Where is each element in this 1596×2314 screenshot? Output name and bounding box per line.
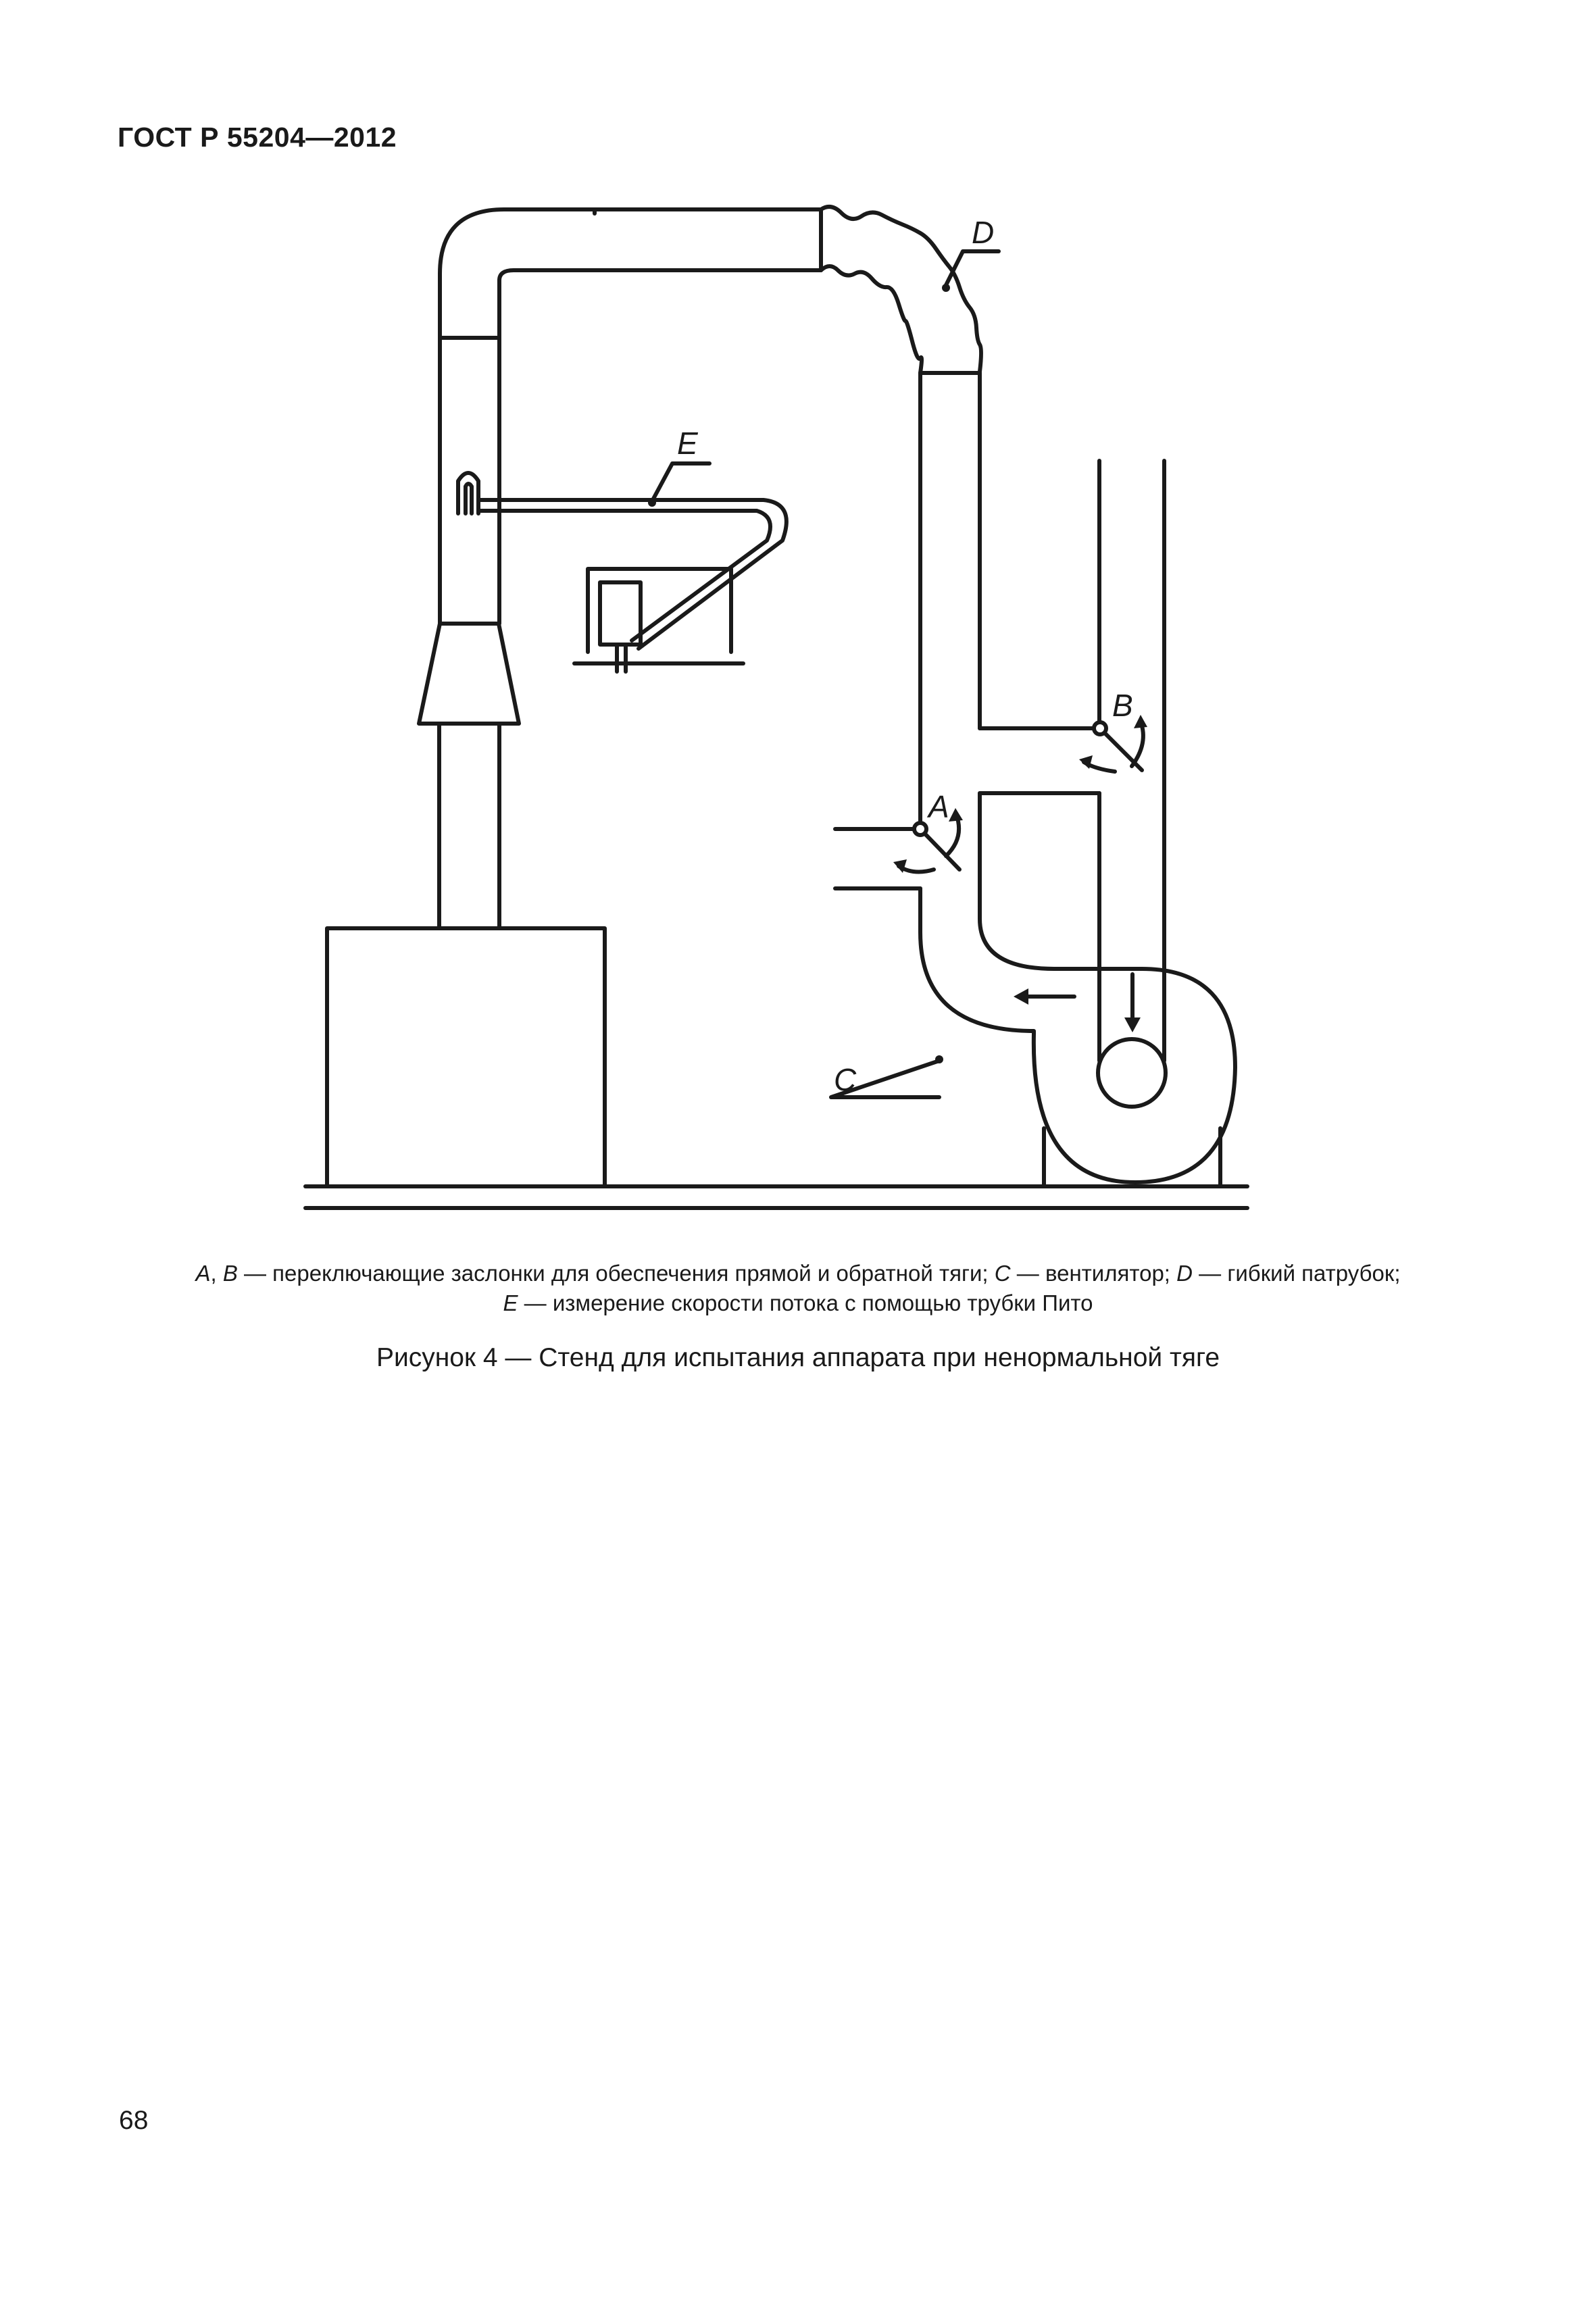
figure-legend-line-2 <box>0 1289 1596 1317</box>
label-c: C <box>834 1062 857 1097</box>
appliance-box <box>327 928 605 1186</box>
flexible-connector-inner <box>821 266 922 373</box>
legend-e-text: — измерение скорости потока с помощью трубки Пито <box>518 1290 1093 1315</box>
top-elbow-inner <box>499 270 821 280</box>
legend-ab-text: — переключающие заслонки для обеспечения прямой и обратной тяги; <box>237 1261 995 1286</box>
flow-arrow-down-head <box>1124 1017 1141 1032</box>
leader-c-dot <box>935 1055 943 1063</box>
damper-b-hinge <box>1094 722 1106 734</box>
leader-d-dot <box>942 284 950 292</box>
figure-legend-line-1 <box>0 1259 1596 1288</box>
flexible-connector-outer <box>821 207 981 372</box>
fan-impeller <box>1098 1039 1166 1107</box>
legend-e: E <box>503 1290 518 1315</box>
damper-a-hinge <box>914 823 926 835</box>
fan-base <box>1044 1128 1220 1186</box>
document-header: ГОСТ Р 55204—2012 <box>118 122 397 153</box>
legend-sep-ab: , <box>210 1261 223 1286</box>
legend-d: D <box>1176 1261 1193 1286</box>
fan-outlet-inner <box>980 888 1099 969</box>
flow-arrow-left-head <box>1014 988 1028 1005</box>
top-elbow-outer <box>440 209 821 274</box>
leader-d <box>946 251 999 285</box>
legend-a: A <box>195 1261 211 1286</box>
figure-caption: Рисунок 4 — Стенд для испытания аппарата при ненормальной тяге <box>376 1343 1220 1372</box>
legend-b: B <box>222 1261 238 1286</box>
legend-d-text: — гибкий патрубок; <box>1193 1261 1401 1286</box>
leader-e-dot <box>648 499 656 507</box>
label-b: B <box>1112 688 1133 723</box>
manometer-gauge <box>600 582 641 645</box>
draft-diverter <box>419 624 519 724</box>
pitot-tube-upper <box>478 500 787 649</box>
legend-c: C <box>994 1261 1011 1286</box>
pitot-tube-lower <box>478 511 770 640</box>
page-number: 68 <box>119 2106 149 2135</box>
leader-e <box>653 463 709 500</box>
pitot-probe <box>458 473 478 513</box>
pitot-probe-inner <box>466 484 472 513</box>
damper-b-arrowhead-up <box>1134 715 1147 728</box>
label-e: E <box>677 426 698 461</box>
fan-outlet-outer <box>920 888 1034 1034</box>
label-a: A <box>928 789 949 824</box>
damper-a-arrowhead-up <box>949 808 963 822</box>
label-d: D <box>972 215 995 250</box>
legend-c-text: — вентилятор; <box>1010 1261 1177 1286</box>
